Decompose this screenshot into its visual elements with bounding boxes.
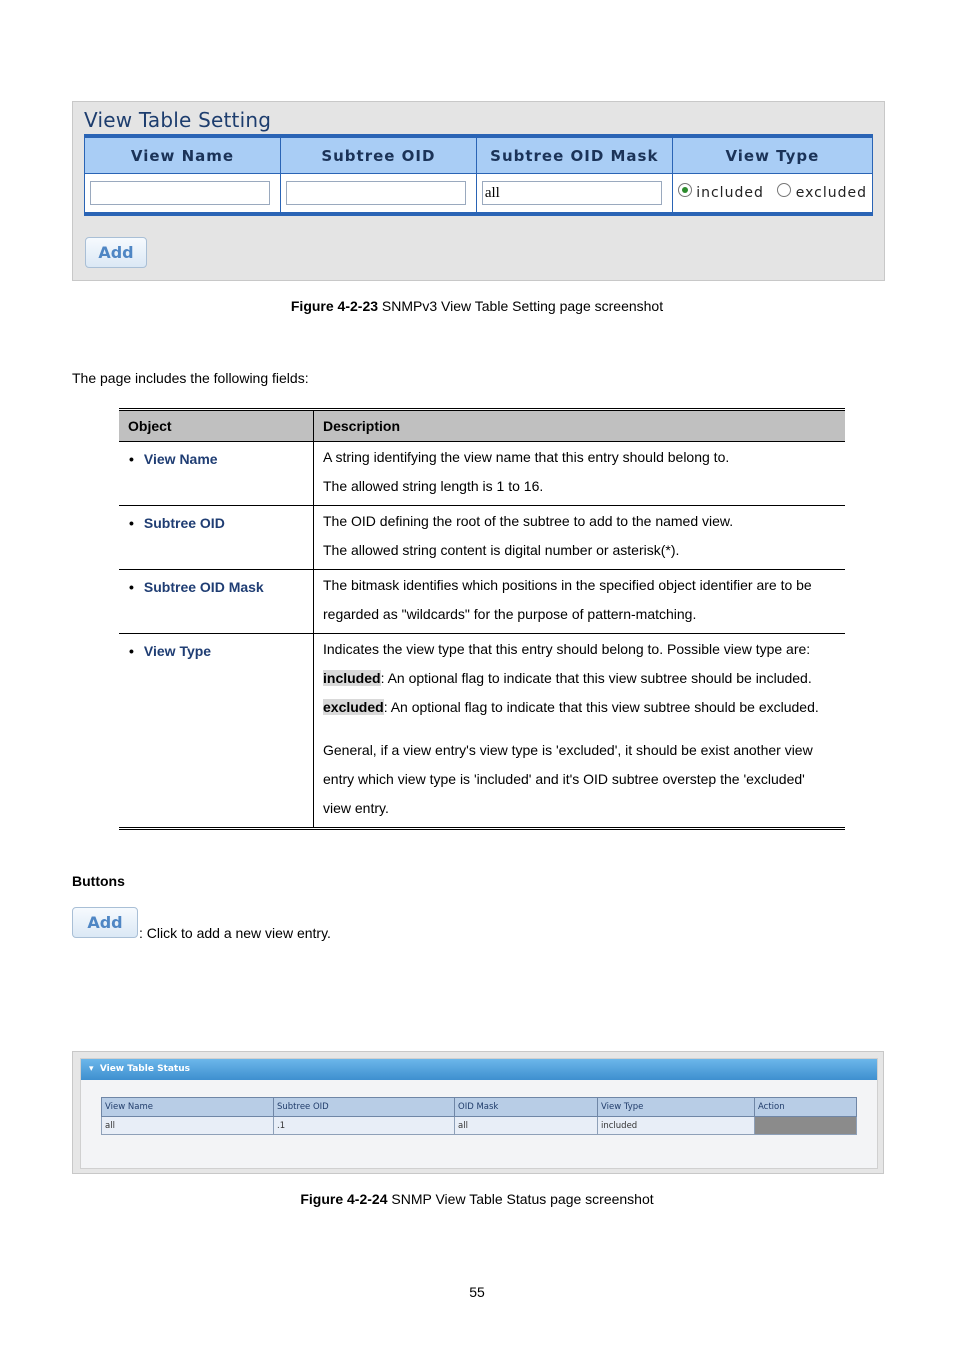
desc-line: entry which view type is 'included' and it's OID subtree overstep the 'excluded' bbox=[323, 771, 805, 787]
status-view-name: all bbox=[102, 1117, 274, 1135]
col-view-type: View Type bbox=[672, 136, 872, 174]
subtree-oid-input[interactable] bbox=[286, 181, 466, 205]
table-row bbox=[119, 634, 845, 829]
status-col-view-name: View Name bbox=[102, 1098, 274, 1117]
status-col-view-type: View Type bbox=[598, 1098, 755, 1117]
figure1-caption bbox=[0, 298, 954, 314]
col-subtree-oid-mask: Subtree OID Mask bbox=[476, 136, 672, 174]
description-cell bbox=[314, 634, 846, 829]
spacer bbox=[323, 722, 836, 736]
col-subtree-oid: Subtree OID bbox=[280, 136, 476, 174]
description-cell bbox=[314, 506, 846, 570]
table-row bbox=[119, 442, 845, 506]
add-button-description: : Click to add a new view entry. bbox=[139, 925, 331, 941]
subtree-oid-cell bbox=[280, 174, 476, 215]
desc-line: Indicates the view type that this entry should belong to. Possible view type are: bbox=[323, 641, 811, 657]
table-row bbox=[119, 506, 845, 570]
desc-line: view entry. bbox=[323, 800, 389, 816]
view-type-cell bbox=[672, 174, 872, 215]
included-radio[interactable] bbox=[678, 183, 692, 197]
view-table-setting-title: View Table Setting bbox=[84, 108, 272, 132]
status-subtree-oid: .1 bbox=[274, 1117, 455, 1135]
view-table-status-table bbox=[101, 1097, 857, 1135]
description-cell bbox=[314, 570, 846, 634]
excluded-radio-label: excluded bbox=[795, 185, 867, 201]
figure2-caption-number: Figure 4-2-24 bbox=[300, 1191, 388, 1207]
desc-line: The allowed string content is digital number or asterisk(*). bbox=[323, 542, 680, 558]
buttons-heading: Buttons bbox=[72, 873, 125, 889]
figure2-caption-text: SNMP View Table Status page screenshot bbox=[387, 1191, 654, 1207]
figure2-caption bbox=[0, 1191, 954, 1207]
status-col-subtree-oid: Subtree OID bbox=[274, 1098, 455, 1117]
col-view-name: View Name bbox=[85, 136, 281, 174]
view-name-cell bbox=[85, 174, 281, 215]
subtree-oid-mask-cell bbox=[476, 174, 672, 215]
excluded-text: : An optional flag to indicate that this view subtree should be excluded. bbox=[383, 699, 819, 715]
intro-text: The page includes the following fields: bbox=[72, 370, 309, 386]
status-view-type: included bbox=[598, 1117, 755, 1135]
object-view-type: • View Type bbox=[128, 643, 211, 659]
table-row bbox=[102, 1117, 857, 1135]
status-col-oid-mask: OID Mask bbox=[455, 1098, 598, 1117]
object-cell bbox=[119, 506, 314, 570]
page-number: 55 bbox=[469, 1284, 485, 1300]
view-name-input[interactable] bbox=[90, 181, 270, 205]
desc-line: The bitmask identifies which positions in the specified object identifier are to be bbox=[323, 577, 812, 593]
object-cell bbox=[119, 442, 314, 506]
object-subtree-oid: • Subtree OID bbox=[128, 515, 225, 531]
view-table-status-panel bbox=[80, 1058, 878, 1169]
status-action[interactable] bbox=[755, 1117, 857, 1135]
collapse-arrow-icon[interactable]: ▾ bbox=[89, 1064, 94, 1074]
table-row bbox=[119, 570, 845, 634]
included-text: : An optional flag to indicate that this view subtree should be included. bbox=[380, 670, 812, 686]
panel-title: View Table Status bbox=[99, 1064, 190, 1074]
desc-line: The allowed string length is 1 to 16. bbox=[323, 478, 544, 494]
description-cell bbox=[314, 442, 846, 506]
included-radio-label: included bbox=[696, 185, 764, 201]
included-term: included bbox=[323, 670, 381, 686]
object-cell bbox=[119, 634, 314, 829]
excluded-term: excluded bbox=[323, 699, 384, 715]
view-table-status-figure bbox=[72, 1051, 884, 1174]
figure1-caption-text: SNMPv3 View Table Setting page screenshot bbox=[378, 298, 664, 314]
desc-line: regarded as "wildcards" for the purpose of pattern-matching. bbox=[323, 606, 697, 622]
object-subtree-oid-mask: • Subtree OID Mask bbox=[128, 579, 264, 595]
panel-header bbox=[81, 1059, 877, 1080]
object-cell bbox=[119, 570, 314, 634]
figure1-caption-number: Figure 4-2-23 bbox=[290, 298, 379, 314]
desc-line bbox=[323, 693, 836, 722]
status-oid-mask: all bbox=[455, 1117, 598, 1135]
subtree-oid-mask-input[interactable] bbox=[482, 181, 662, 205]
desc-line: A string identifying the view name that this entry should belong to. bbox=[323, 449, 730, 465]
view-table-setting-form bbox=[84, 134, 873, 216]
excluded-radio[interactable] bbox=[777, 183, 791, 197]
view-table-setting-figure bbox=[72, 101, 885, 281]
object-header: Object bbox=[119, 410, 314, 442]
add-button-sample[interactable]: Add bbox=[72, 907, 138, 938]
status-col-action: Action bbox=[755, 1098, 857, 1117]
object-view-name: • View Name bbox=[128, 451, 218, 467]
fields-table bbox=[119, 408, 845, 830]
desc-line: General, if a view entry's view type is 'excluded', it should be exist another view bbox=[323, 742, 813, 758]
desc-line: The OID defining the root of the subtree to add to the named view. bbox=[323, 513, 734, 529]
desc-line bbox=[323, 664, 836, 693]
add-button[interactable]: Add bbox=[85, 237, 147, 268]
description-header: Description bbox=[314, 410, 846, 442]
